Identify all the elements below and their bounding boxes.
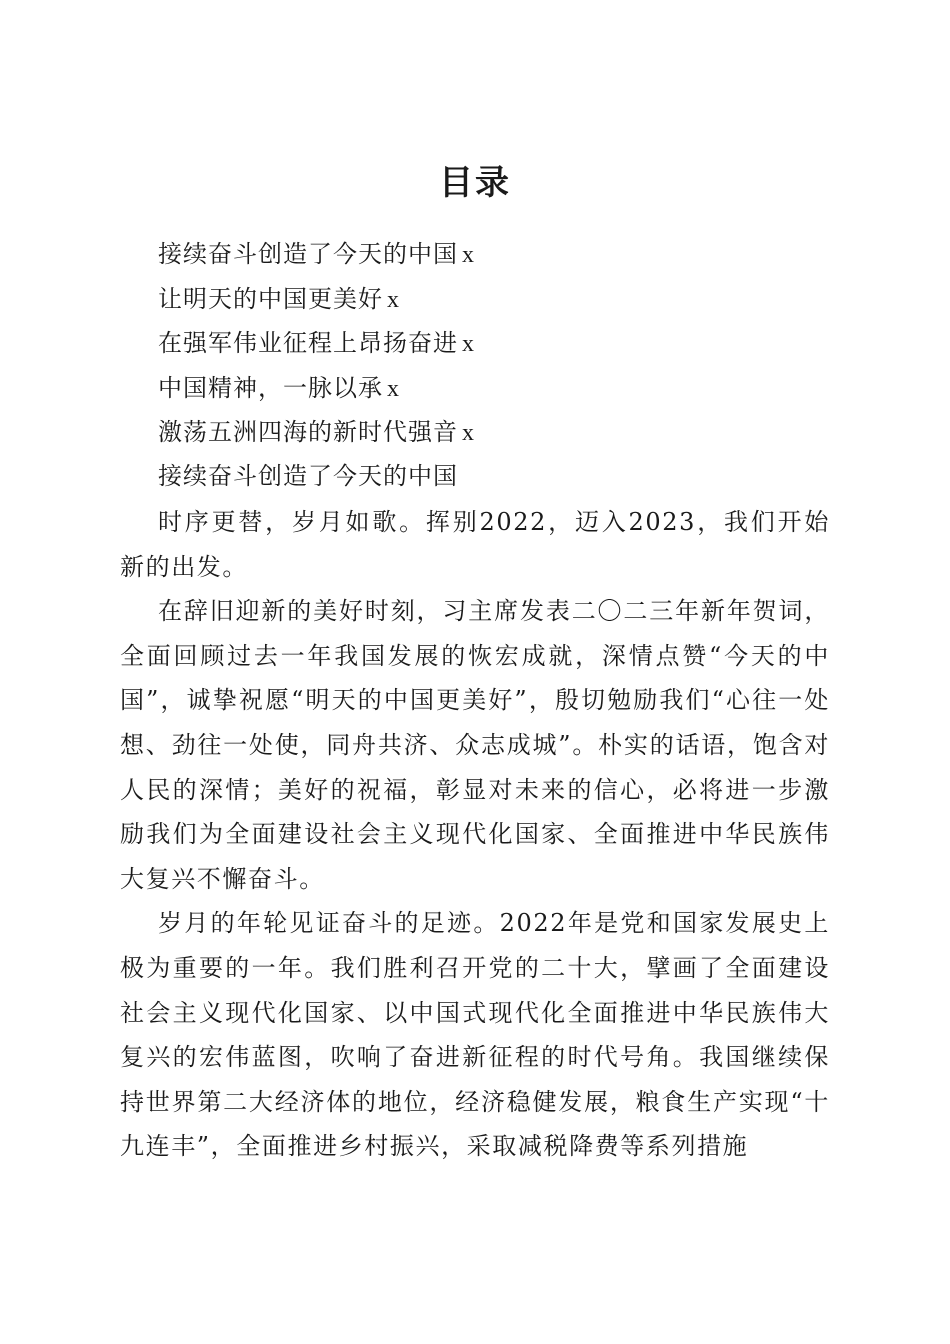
toc-item-text: 中国精神，一脉以承 (158, 373, 383, 402)
paragraph: 时序更替，岁月如歌。挥别2022，迈入2023，我们开始新的出发。 (120, 508, 830, 581)
paragraph: 在辞旧迎新的美好时刻，习主席发表二〇二三年新年贺词，全面回顾过去一年我国发展的恢宏成就，深情点赞“今天的中国”，诚挚祝愿“明天的中国更美好”，殷切勉励我们“心往一处想、劲往一处使，同舟共济、众志成城”。朴实的话语，饱含对人民的深情；美好的祝福，彰显对未来的信心，必将进一步激励我们为全面建设社会主义现代化国家、全面推进中华民族伟大复兴不懈奋斗。 (120, 597, 830, 893)
toc-item[interactable] (158, 321, 838, 366)
toc-page-number: x (462, 242, 475, 268)
toc-item-text: 激荡五洲四海的新时代强音 (158, 418, 458, 446)
toc-item[interactable] (158, 410, 838, 455)
toc-item-text: 接续奋斗创造了今天的中国 (158, 240, 458, 268)
toc-page-number: x (387, 286, 400, 313)
toc-item[interactable] (158, 366, 838, 411)
toc-page-number: x (462, 331, 475, 357)
toc-page-number: x (462, 420, 475, 446)
toc-item-text: 让明天的中国更美好 (158, 284, 383, 313)
section-heading: 接续奋斗创造了今天的中国 (158, 462, 458, 490)
toc-item[interactable] (158, 232, 838, 277)
toc-item-text: 在强军伟业征程上昂扬奋进 (158, 329, 458, 357)
table-of-contents (158, 232, 838, 455)
toc-item[interactable] (158, 277, 838, 322)
toc-page-number: x (387, 375, 400, 402)
page-title: 目录 (439, 162, 511, 203)
paragraph: 岁月的年轮见证奋斗的足迹。2022年是党和国家发展史上极为重要的一年。我们胜利召开党的二十大，擘画了全面建设社会主义现代化国家、以中国式现代化全面推进中华民族伟大复兴的宏伟蓝图，吹响了奋进新征程的时代号角。我国继续保持世界第二大经济体的地位，经济稳健发展，粮食生产实现“十九连丰”，全面推进乡村振兴，采取减税降费等系列措施 (120, 909, 830, 1161)
article-body (120, 500, 830, 1169)
